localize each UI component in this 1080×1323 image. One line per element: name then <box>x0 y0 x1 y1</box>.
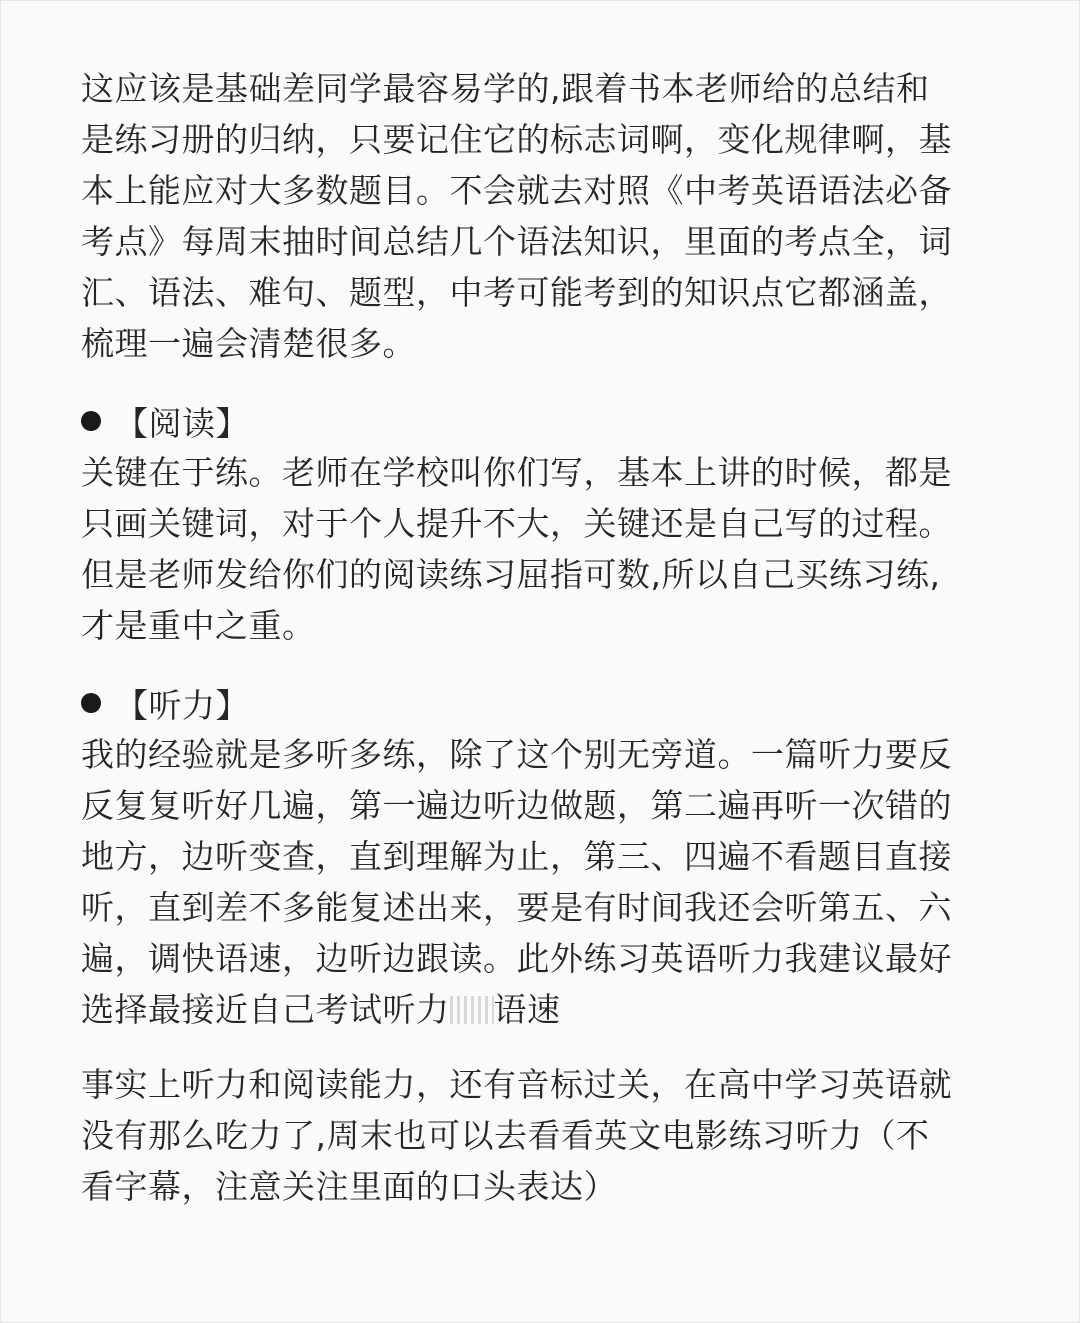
text-line: 这应该是基础差同学最容易学的,跟着书本老师给的总结和 <box>81 69 930 108</box>
text-line: 遍，调快语速，边听边跟读。此外练习英语听力我建议最好 <box>81 939 952 978</box>
text-line: 本上能应对大多数题目。不会就去对照《中考英语语法必备 <box>81 171 952 210</box>
bullet-dot-icon <box>81 411 101 431</box>
text-line: 地方，边听变查，直到理解为止，第三、四遍不看题目直接 <box>81 837 952 876</box>
text-line: 我的经验就是多听多练，除了这个别无旁道。一篇听力要反 <box>81 735 952 774</box>
reading-heading-label: 【阅读】 <box>115 404 249 443</box>
text-line: 汇、语法、难句、题型，中考可能考到的知识点它都涵盖， <box>81 273 952 312</box>
listening-paragraph <box>81 729 1011 1035</box>
text-line: 但是老师发给你们的阅读练习屈指可数,所以自己买练习练, <box>81 555 941 594</box>
text-fragment: 选择最接近自己考试听力 <box>81 990 450 1029</box>
intro-paragraph <box>81 63 1011 369</box>
text-line: 看字幕，注意关注里面的口头表达） <box>81 1167 617 1206</box>
text-line: 只画关键词，对于个人提升不大，关键还是自己写的过程。 <box>81 504 952 543</box>
listening-heading <box>81 678 1011 729</box>
paragraph-spacer <box>81 1035 1011 1059</box>
text-line: 没有那么吃力了,周末也可以去看看英文电影练习听力（不 <box>81 1116 930 1155</box>
text-line: 关键在于练。老师在学校叫你们写，基本上讲的时候，都是 <box>81 453 952 492</box>
paragraph-spacer <box>81 369 1011 396</box>
text-line: 才是重中之重。 <box>81 606 316 645</box>
text-line: 考点》每周末抽时间总结几个语法知识，里面的考点全，词 <box>81 222 952 261</box>
text-line: 听，直到差不多能复述出来，要是有时间我还会听第五、六 <box>81 888 952 927</box>
paragraph-spacer <box>81 651 1011 678</box>
watermark-icon <box>450 996 494 1024</box>
listening-heading-label: 【听力】 <box>115 686 249 725</box>
reading-paragraph <box>81 447 1011 651</box>
reading-heading <box>81 396 1011 447</box>
closing-paragraph <box>81 1059 1011 1212</box>
text-line-with-watermark <box>81 984 1011 1035</box>
text-line: 反复复听好几遍，第一遍边听边做题，第二遍再听一次错的 <box>81 786 952 825</box>
text-fragment: 语速 <box>493 990 561 1029</box>
bullet-dot-icon <box>81 693 101 713</box>
text-line: 梳理一遍会清楚很多。 <box>81 324 416 363</box>
text-line: 是练习册的归纳，只要记住它的标志词啊，变化规律啊，基 <box>81 120 952 159</box>
text-line: 事实上听力和阅读能力，还有音标过关，在高中学习英语就 <box>81 1065 952 1104</box>
article-body <box>81 63 1011 1212</box>
